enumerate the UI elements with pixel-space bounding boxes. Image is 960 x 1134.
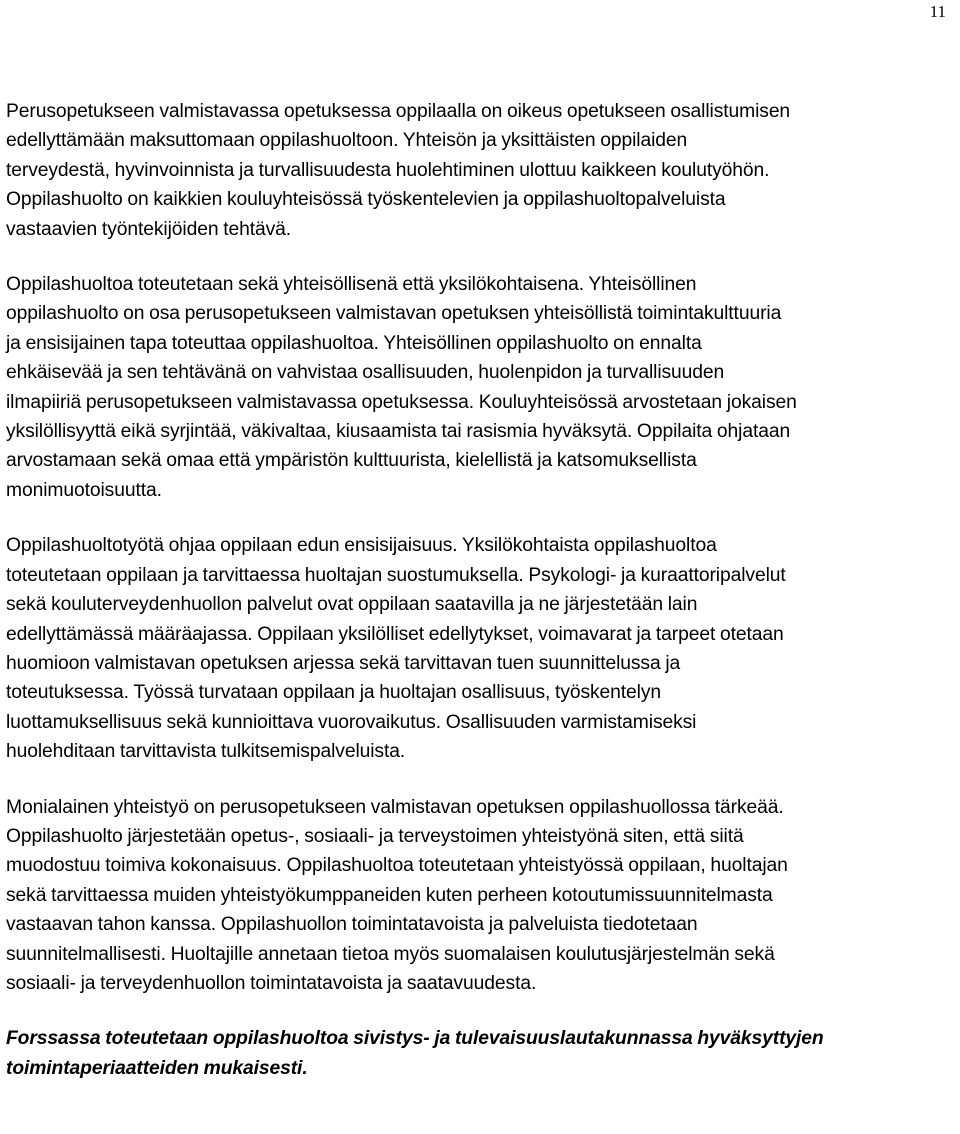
text-line: edellyttämään maksuttomaan oppilashuoltoon. Yhteisön ja yksittäisten oppilaiden bbox=[6, 130, 688, 152]
text-line: sosiaali- ja terveydenhuollon toimintatavoista ja saatavuudesta. bbox=[6, 972, 537, 994]
text-line: vastaavien työntekijöiden tehtävä. bbox=[6, 218, 292, 240]
paragraph-multidisciplinary-cooperation bbox=[6, 793, 956, 999]
document-body bbox=[6, 97, 956, 1083]
paragraph-communal-welfare bbox=[6, 270, 956, 505]
text-line: arvostamaan sekä omaa että ympäristön kulttuurista, kielellistä ja katsomuksellista bbox=[6, 450, 697, 472]
text-line: huolehditaan tarvittavista tulkitsemispalveluista. bbox=[6, 741, 406, 763]
text-line: huomioon valmistavan opetuksen arjessa sekä tarvittavan tuen suunnittelussa ja bbox=[6, 652, 681, 674]
paragraph-local-note bbox=[6, 1024, 956, 1083]
text-line: toteutuksessa. Työssä turvataan oppilaan ja huoltajan osallisuus, työskentelyn bbox=[6, 682, 662, 704]
text-line: ja ensisijainen tapa toteuttaa oppilashuoltoa. Yhteisöllinen oppilashuolto on ennalta bbox=[6, 332, 702, 354]
text-line: monimuotoisuutta. bbox=[6, 479, 162, 501]
text-line: Oppilashuolto on kaikkien kouluyhteisössä työskentelevien ja oppilashuoltopalveluista bbox=[6, 189, 726, 211]
text-line: muodostuu toimiva kokonaisuus. Oppilashuoltoa toteutetaan yhteistyössä oppilaan, huoltajan bbox=[6, 855, 788, 877]
paragraph-entitlement bbox=[6, 97, 956, 244]
text-line: edellyttämässä määräajassa. Oppilaan yksilölliset edellytykset, voimavarat ja tarpeet otetaan bbox=[6, 623, 784, 645]
text-line: sekä tarvittaessa muiden yhteistyökumppaneiden kuten perheen kotoutumissuunnitelmasta bbox=[6, 884, 773, 906]
text-line: yksilöllisyyttä eikä syrjintää, väkivaltaa, kiusaamista tai rasismia hyväksytä. Oppilaita ohjataan bbox=[6, 421, 791, 443]
paragraph-individual-welfare bbox=[6, 531, 956, 766]
text-line: ilmapiiriä perusopetukseen valmistavassa opetuksessa. Kouluyhteisössä arvostetaan jokaisen bbox=[6, 391, 797, 413]
text-line: toimintaperiaatteiden mukaisesti. bbox=[6, 1057, 308, 1079]
text-line: Forssassa toteutetaan oppilashuoltoa sivistys- ja tulevaisuuslautakunnassa hyväksyttyjen bbox=[6, 1028, 824, 1050]
text-line: luottamuksellisuus sekä kunnioittava vuorovaikutus. Osallisuuden varmistamiseksi bbox=[6, 711, 697, 733]
text-line: Oppilashuoltoa toteutetaan sekä yhteisöllisenä että yksilökohtaisena. Yhteisöllinen bbox=[6, 274, 697, 296]
text-line: Oppilashuoltotyötä ohjaa oppilaan edun ensisijaisuus. Yksilökohtaista oppilashuoltoa bbox=[6, 535, 717, 557]
text-line: Perusopetukseen valmistavassa opetuksessa oppilaalla on oikeus opetukseen osallistumisen bbox=[6, 101, 791, 122]
text-line: suunnitelmallisesti. Huoltajille annetaan tietoa myös suomalaisen koulutusjärjestelmän sekä bbox=[6, 943, 775, 965]
text-line: oppilashuolto on osa perusopetukseen valmistavan opetuksen yhteisöllistä toimintakulttuuria bbox=[6, 303, 782, 325]
text-line: ehkäisevää ja sen tehtävänä on vahvistaa osallisuuden, huolenpidon ja turvallisuuden bbox=[6, 362, 725, 384]
text-line: terveydestä, hyvinvoinnista ja turvallisuudesta huolehtiminen ulottuu kaikkeen koulutyöhön. bbox=[6, 159, 770, 181]
text-line: Oppilashuolto järjestetään opetus-, sosiaali- ja terveystoimen yhteistyönä siten, että siitä bbox=[6, 825, 744, 847]
text-line: toteutetaan oppilaan ja tarvittaessa huoltajan suostumuksella. Psykologi- ja kuraattoripalvelut bbox=[6, 564, 786, 586]
page-number: 11 bbox=[929, 2, 946, 21]
text-line: vastaavan tahon kanssa. Oppilashuollon toimintatavoista ja palveluista tiedotetaan bbox=[6, 914, 698, 936]
text-line: sekä kouluterveydenhuollon palvelut ovat oppilaan saatavilla ja ne järjestetään lain bbox=[6, 594, 698, 616]
text-line: Monialainen yhteistyö on perusopetukseen valmistavan opetuksen oppilashuollossa tärkeää. bbox=[6, 796, 784, 818]
